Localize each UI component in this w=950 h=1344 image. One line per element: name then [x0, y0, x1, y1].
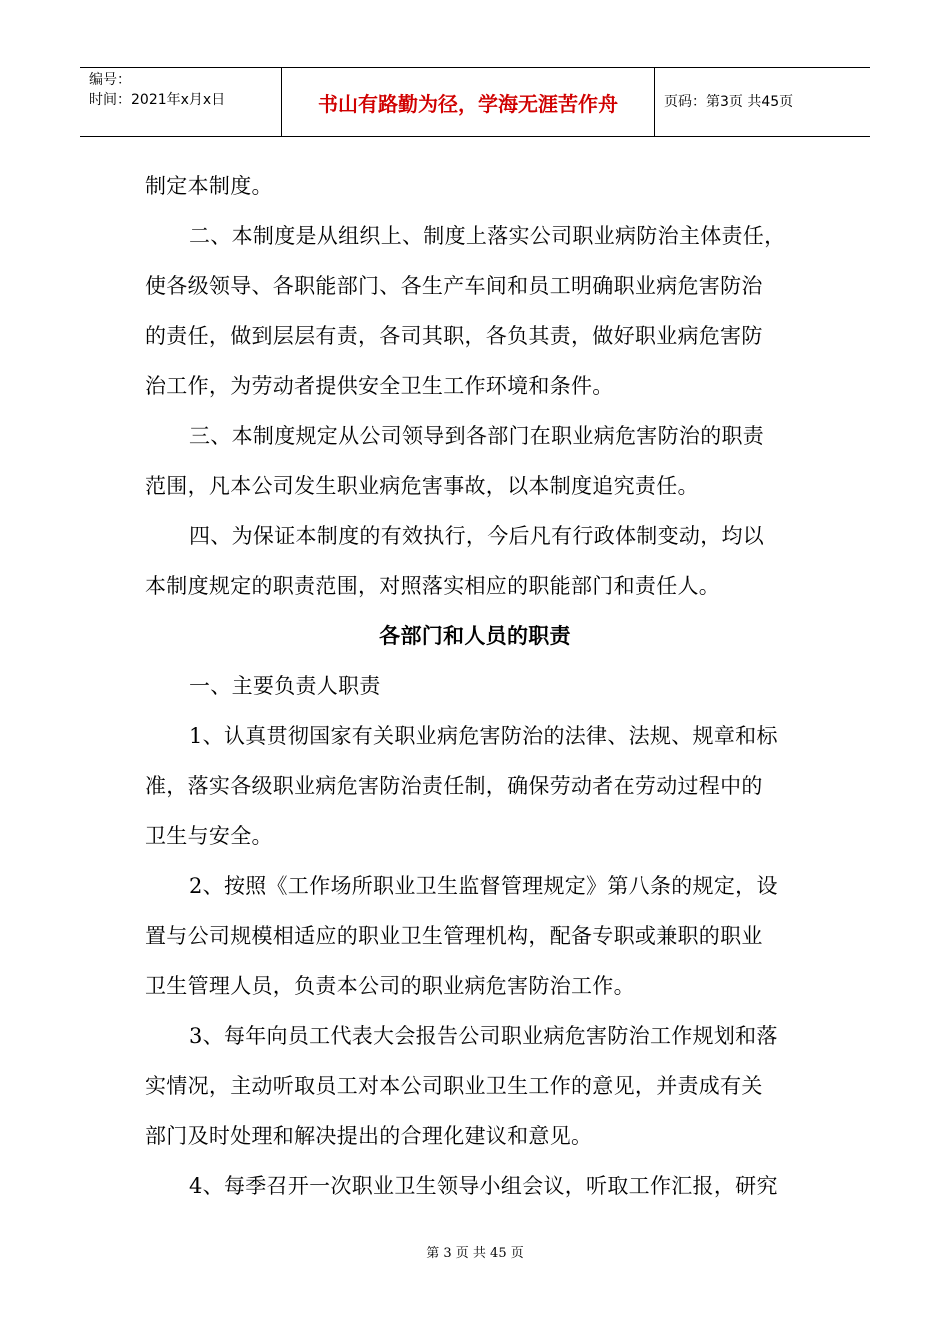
page-footer: 第 3 页 共 45 页 — [426, 1246, 524, 1261]
body-line: 卫生与安全。 — [145, 824, 273, 848]
document-time: 时间：2021年x月x日 — [89, 92, 226, 108]
paragraph-line: 3、每年向员工代表大会报告公司职业病危害防治工作规划和落 — [189, 1024, 778, 1048]
paragraph-line: 三、本制度规定从公司领导到各部门在职业病危害防治的职责 — [189, 424, 765, 448]
body-line: 置与公司规模相适应的职业卫生管理机构，配备专职或兼职的职业 — [145, 924, 763, 948]
motto-text: 书山有路勤为径，学海无涯苦作舟 — [318, 92, 618, 116]
body-line: 使各级领导、各职能部门、各生产车间和员工明确职业病危害防治 — [145, 274, 763, 298]
document-number-label: 编号： — [89, 72, 131, 88]
paragraph-line: 4、每季召开一次职业卫生领导小组会议，听取工作汇报，研究 — [189, 1174, 778, 1198]
header-page-info: 页码：第3页 共45页 — [664, 94, 794, 110]
section-heading: 各部门和人员的职责 — [379, 623, 571, 648]
body-line: 部门及时处理和解决提出的合理化建议和意见。 — [145, 1124, 593, 1148]
body-line: 的责任，做到层层有责，各司其职，各负其责，做好职业病危害防 — [145, 324, 763, 348]
paragraph-line: 四、为保证本制度的有效执行，今后凡有行政体制变动，均以 — [189, 524, 765, 548]
body-line: 本制度规定的职责范围，对照落实相应的职能部门和责任人。 — [145, 574, 721, 598]
paragraph-line: 二、本制度是从组织上、制度上落实公司职业病防治主体责任， — [189, 224, 786, 248]
document-body — [145, 161, 805, 1211]
body-line: 范围，凡本公司发生职业病危害事故，以本制度追究责任。 — [145, 474, 699, 498]
page-header — [80, 67, 870, 137]
paragraph-line: 2、按照《工作场所职业卫生监督管理规定》第八条的规定，设 — [189, 874, 778, 898]
body-line: 准，落实各级职业病危害防治责任制，确保劳动者在劳动过程中的 — [145, 774, 763, 798]
subsection-heading: 一、主要负责人职责 — [189, 674, 381, 698]
body-line: 制定本制度。 — [145, 174, 273, 198]
body-line: 治工作，为劳动者提供安全卫生工作环境和条件。 — [145, 374, 614, 398]
body-line: 实情况，主动听取员工对本公司职业卫生工作的意见，并责成有关 — [145, 1074, 763, 1098]
body-line: 卫生管理人员，负责本公司的职业病危害防治工作。 — [145, 974, 635, 998]
header-page-cell — [654, 68, 870, 136]
header-meta — [80, 68, 280, 136]
header-motto-cell — [281, 68, 655, 136]
paragraph-line: 1、认真贯彻国家有关职业病危害防治的法律、法规、规章和标 — [189, 724, 778, 748]
